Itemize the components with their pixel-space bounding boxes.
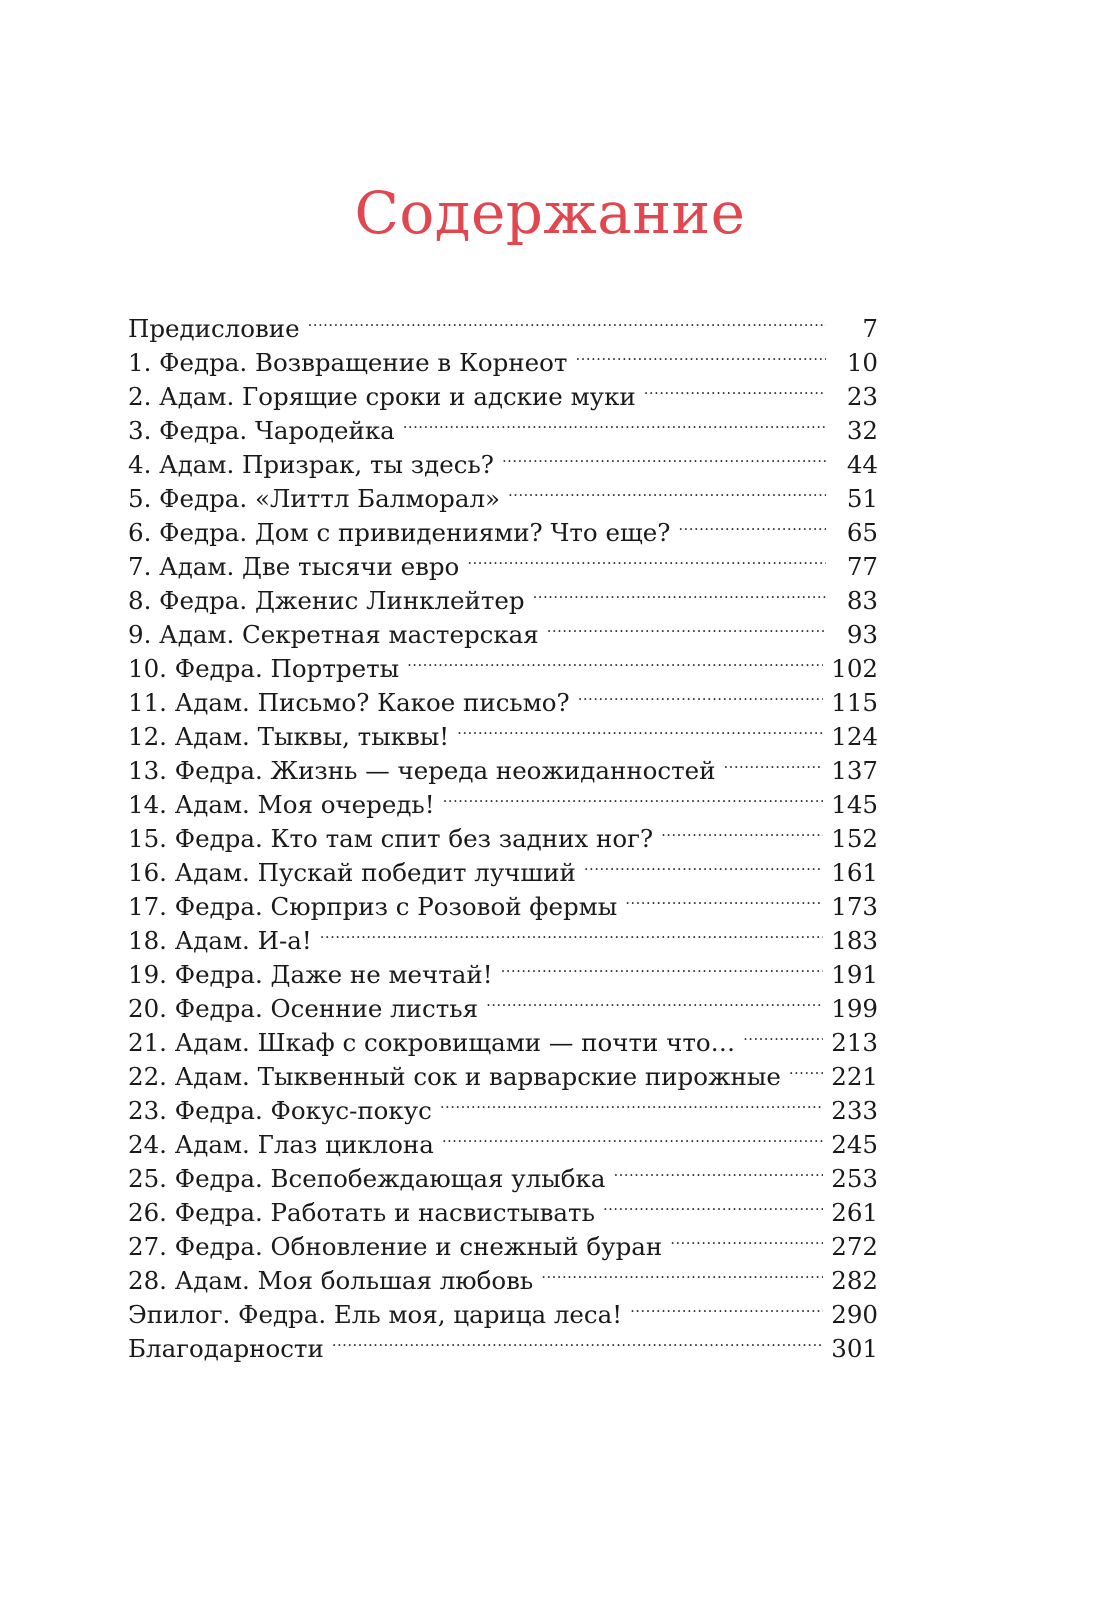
toc-entry-page-number: 83 bbox=[846, 586, 878, 615]
toc-entry-title: 1. Федра. Возвращение в Корнеот bbox=[128, 348, 568, 377]
dot-leader bbox=[403, 405, 826, 439]
toc-entry-title: 19. Федра. Даже не мечтай! bbox=[128, 960, 493, 989]
toc-entry-page-number: 272 bbox=[831, 1232, 878, 1261]
dot-leader bbox=[789, 1051, 823, 1085]
toc-entry-page-number: 199 bbox=[831, 994, 878, 1023]
toc-entry-page-number: 93 bbox=[846, 620, 878, 649]
toc-entry-page-number: 77 bbox=[846, 552, 878, 581]
toc-entry-page-number: 44 bbox=[846, 450, 878, 479]
toc-entry-title: 22. Адам. Тыквенный сок и варварские пирожные bbox=[128, 1062, 781, 1091]
dot-leader bbox=[724, 745, 824, 779]
dot-leader bbox=[541, 1255, 823, 1289]
toc-entry-title: 17. Федра. Сюрприз с Розовой фермы bbox=[128, 892, 618, 921]
toc-entry-page-number: 183 bbox=[831, 926, 878, 955]
toc-entry-page-number: 301 bbox=[831, 1334, 878, 1363]
dot-leader bbox=[743, 1017, 823, 1051]
toc-entry-title: 2. Адам. Горящие сроки и адские муки bbox=[128, 382, 636, 411]
toc-entry-page-number: 245 bbox=[831, 1130, 878, 1159]
dot-leader bbox=[407, 643, 823, 677]
toc-entry-title: 10. Федра. Портреты bbox=[128, 654, 400, 683]
toc-entry-title: 25. Федра. Всепобеждающая улыбка bbox=[128, 1164, 606, 1193]
toc-entry-page-number: 10 bbox=[846, 348, 878, 377]
toc-entry-title: 15. Федра. Кто там спит без задних ног? bbox=[128, 824, 654, 853]
toc-entry-page-number: 23 bbox=[846, 382, 878, 411]
dot-leader bbox=[457, 711, 823, 745]
dot-leader bbox=[575, 337, 826, 371]
toc-entry-page-number: 233 bbox=[831, 1096, 878, 1125]
page-title: Содержание bbox=[354, 179, 746, 247]
toc-entry-title: 5. Федра. «Литтл Балморал» bbox=[128, 484, 500, 513]
dot-leader bbox=[501, 949, 824, 983]
toc-entry-page-number: 137 bbox=[831, 756, 878, 785]
toc-entry-page-number: 32 bbox=[846, 416, 878, 445]
toc-entry-page-number: 161 bbox=[831, 858, 878, 887]
toc-entry-title: Благодарности bbox=[128, 1334, 324, 1363]
toc-entry-page-number: 145 bbox=[831, 790, 878, 819]
dot-leader bbox=[440, 1085, 823, 1119]
toc-entry-page-number: 152 bbox=[831, 824, 878, 853]
toc-entry-title: 11. Адам. Письмо? Какое письмо? bbox=[128, 688, 570, 717]
toc-entry-title: 14. Адам. Моя очередь! bbox=[128, 790, 435, 819]
toc-entry-page-number: 7 bbox=[862, 314, 878, 343]
dot-leader bbox=[630, 1289, 823, 1323]
dot-leader bbox=[486, 983, 823, 1017]
toc-entry bbox=[128, 303, 878, 343]
toc-entry-title: 13. Федра. Жизнь — череда неожиданностей bbox=[128, 756, 716, 785]
toc-entry-page-number: 115 bbox=[831, 688, 878, 717]
dot-leader bbox=[332, 1323, 823, 1357]
toc-entry-title: 27. Федра. Обновление и снежный буран bbox=[128, 1232, 663, 1261]
toc-entry-title: 21. Адам. Шкаф с сокровищами — почти что… bbox=[128, 1028, 736, 1057]
dot-leader bbox=[678, 507, 826, 541]
toc-entry-page-number: 213 bbox=[831, 1028, 878, 1057]
toc-entry-title: 28. Адам. Моя большая любовь bbox=[128, 1266, 534, 1295]
toc-entry-page-number: 261 bbox=[831, 1198, 878, 1227]
toc-entry-page-number: 102 bbox=[831, 654, 878, 683]
dot-leader bbox=[308, 303, 826, 337]
toc-entry-title: 8. Федра. Дженис Линклейтер bbox=[128, 586, 525, 615]
toc-entry-title: 18. Адам. И-а! bbox=[128, 926, 312, 955]
toc-entry-title: 4. Адам. Призрак, ты здесь? bbox=[128, 450, 494, 479]
dot-leader bbox=[502, 439, 826, 473]
toc-entry-page-number: 173 bbox=[831, 892, 878, 921]
dot-leader bbox=[584, 847, 823, 881]
toc-entry-page-number: 65 bbox=[846, 518, 878, 547]
dot-leader bbox=[644, 371, 826, 405]
dot-leader bbox=[670, 1221, 823, 1255]
dot-leader bbox=[603, 1187, 823, 1221]
toc-entry-page-number: 253 bbox=[831, 1164, 878, 1193]
toc-entry-title: 12. Адам. Тыквы, тыквы! bbox=[128, 722, 450, 751]
dot-leader bbox=[320, 915, 824, 949]
toc-entry-title: 3. Федра. Чародейка bbox=[128, 416, 395, 445]
toc-entry-page-number: 191 bbox=[831, 960, 878, 989]
table-of-contents bbox=[128, 303, 878, 1363]
dot-leader bbox=[547, 609, 826, 643]
toc-entry-title: 7. Адам. Две тысячи евро bbox=[128, 552, 460, 581]
toc-entry-title: 23. Федра. Фокус-покус bbox=[128, 1096, 432, 1125]
toc-entry-page-number: 282 bbox=[831, 1266, 878, 1295]
toc-entry-title: 20. Федра. Осенние листья bbox=[128, 994, 479, 1023]
dot-leader bbox=[443, 779, 824, 813]
dot-leader bbox=[467, 541, 826, 575]
dot-leader bbox=[442, 1119, 823, 1153]
dot-leader bbox=[613, 1153, 823, 1187]
toc-entry-page-number: 221 bbox=[831, 1062, 878, 1091]
dot-leader bbox=[533, 575, 826, 609]
toc-entry-page-number: 51 bbox=[846, 484, 878, 513]
toc-entry-title: 6. Федра. Дом с привидениями? Что еще? bbox=[128, 518, 671, 547]
toc-entry-page-number: 124 bbox=[831, 722, 878, 751]
toc-entry-title: 26. Федра. Работать и насвистывать bbox=[128, 1198, 595, 1227]
toc-entry-title: Предисловие bbox=[128, 314, 300, 343]
toc-entry-title: 9. Адам. Секретная мастерская bbox=[128, 620, 539, 649]
dot-leader bbox=[625, 881, 823, 915]
toc-entry-page-number: 290 bbox=[831, 1300, 878, 1329]
dot-leader bbox=[578, 677, 824, 711]
toc-entry-title: 16. Адам. Пускай победит лучший bbox=[128, 858, 576, 887]
dot-leader bbox=[508, 473, 826, 507]
toc-entry-title: 24. Адам. Глаз циклона bbox=[128, 1130, 434, 1159]
dot-leader bbox=[661, 813, 823, 847]
toc-entry-title: Эпилог. Федра. Ель моя, царица леса! bbox=[128, 1300, 623, 1329]
